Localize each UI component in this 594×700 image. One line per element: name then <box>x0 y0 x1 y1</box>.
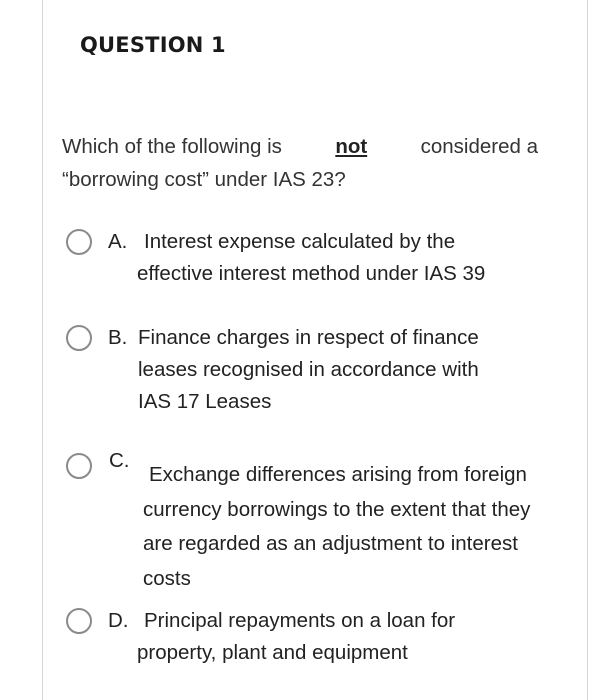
option-c-text <box>143 458 530 596</box>
question-title: QUESTION 1 <box>80 33 226 57</box>
option-d-letter: D. <box>108 609 129 632</box>
option-b-line: Finance charges in respect of finance <box>138 326 479 349</box>
option-a-radio[interactable] <box>66 229 92 255</box>
option-c-line: Exchange differences arising from foreign <box>149 463 527 486</box>
question-prompt <box>62 130 538 196</box>
option-d-line: property, plant and equipment <box>137 641 408 664</box>
option-c-radio[interactable] <box>66 453 92 479</box>
option-d-line: Principal repayments on a loan for <box>144 609 456 632</box>
option-b-radio[interactable] <box>66 325 92 351</box>
prompt-after: considered a <box>420 135 538 158</box>
option-a-line: Interest expense calculated by the <box>144 230 456 253</box>
prompt-line-1 <box>62 130 538 163</box>
option-b-line: IAS 17 Leases <box>138 390 272 413</box>
option-b-text <box>138 322 479 418</box>
option-c-line: currency borrowings to the extent that they <box>143 497 531 521</box>
option-c-line: are regarded as an adjustment to interest <box>143 532 518 555</box>
option-a-text <box>137 226 486 290</box>
option-c-letter: C. <box>109 449 130 472</box>
prompt-emphasis: not <box>335 135 368 158</box>
option-d-radio[interactable] <box>66 608 92 634</box>
option-c-line: costs <box>143 566 191 590</box>
option-a-letter: A. <box>108 230 128 253</box>
prompt-before: Which of the following is <box>62 135 282 158</box>
option-b-line: leases recognised in accordance with <box>138 358 479 381</box>
option-d-text <box>137 605 456 669</box>
prompt-line-2: “borrowing cost” under IAS 23? <box>62 168 346 191</box>
option-b-letter: B. <box>108 326 128 349</box>
option-a-line: effective interest method under IAS 39 <box>137 262 486 285</box>
